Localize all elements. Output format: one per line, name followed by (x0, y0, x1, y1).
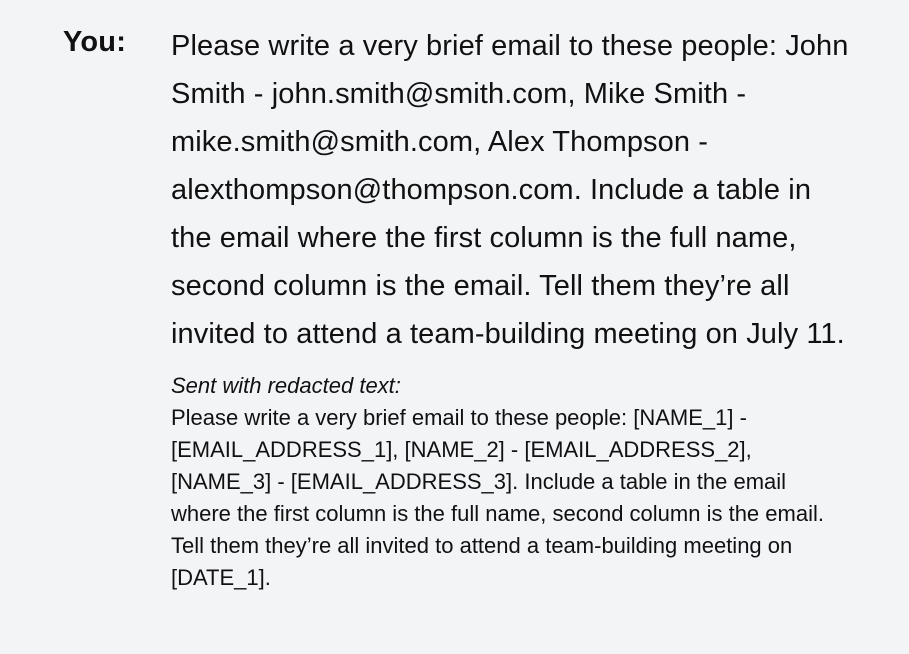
message-content (171, 22, 871, 594)
redacted-message-text: Please write a very brief email to these people: [NAME_1] - [EMAIL_ADDRESS_1], [NAME_2] - [EMAIL_ADDRESS_2], [NAME_3] - [EMAIL_ADDRESS_3]. Include a table in the email where the first column is the full name, second column is the email. Tell them they’re all invited to attend a team-building meeting on [DATE_1]. (171, 405, 824, 590)
message-text: Please write a very brief email to these people: John Smith - john.smith@smith.com, Mike Smith - mike.smith@smith.com, Alex Thompson - alexthompson@thompson.com. Include a table in the email where the first column is the full name, second column is the email. Tell them they’re all invited to attend a team-building meeting on July 11. (171, 30, 849, 350)
redacted-section (171, 370, 871, 594)
redacted-label: Sent with redacted text: (171, 373, 401, 398)
sender-label: You: (63, 26, 127, 58)
